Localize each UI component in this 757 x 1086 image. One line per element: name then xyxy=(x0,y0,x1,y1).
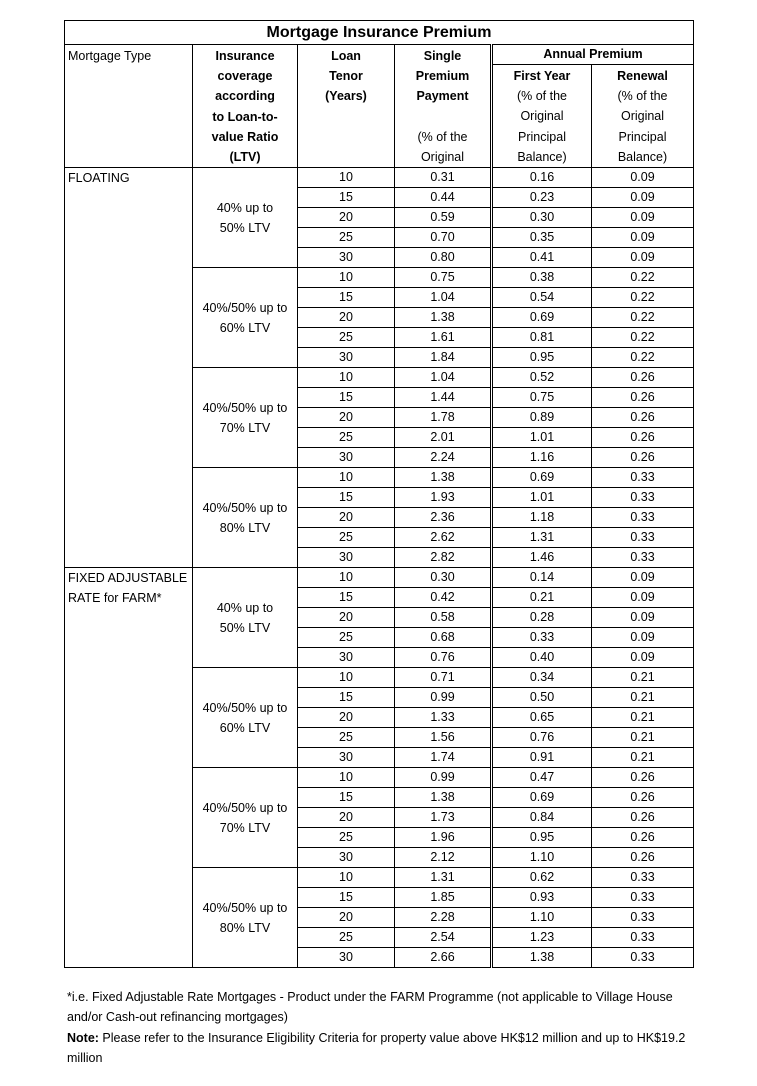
header-annual-premium: Annual Premium xyxy=(492,45,694,65)
single-premium-cell: 0.70 xyxy=(395,228,492,248)
tenor-cell: 10 xyxy=(298,168,395,188)
first-year-cell: 1.18 xyxy=(492,508,592,528)
h-coverage-line: to Loan-to- xyxy=(212,109,278,124)
tenor-cell: 25 xyxy=(298,228,395,248)
ltv-band-label: 40%/50% up to xyxy=(202,300,288,315)
h-coverage-line: (LTV) xyxy=(229,150,261,165)
tenor-cell: 15 xyxy=(298,888,395,908)
note-eligibility xyxy=(67,1028,707,1069)
single-premium-cell: 0.99 xyxy=(395,768,492,788)
note-text: Please refer to the Insurance Eligibility Criteria for property value above HK$12 million and up to HK$19.2 million xyxy=(67,1030,686,1065)
tenor-cell: 30 xyxy=(298,348,395,368)
tenor-cell: 15 xyxy=(298,788,395,808)
renewal-cell: 0.33 xyxy=(592,868,694,888)
renewal-cell: 0.26 xyxy=(592,428,694,448)
h-tenor-line: Loan xyxy=(331,49,361,63)
h-tenor-line: (Years) xyxy=(325,89,367,104)
tenor-cell: 30 xyxy=(298,948,395,968)
ltv-band-label: 40%/50% up to xyxy=(202,400,288,415)
single-premium-cell: 2.28 xyxy=(395,908,492,928)
single-premium-cell: 0.31 xyxy=(395,168,492,188)
tenor-cell: 10 xyxy=(298,668,395,688)
h-renewal-line: (% of the xyxy=(617,89,668,104)
h-single-line: Single xyxy=(423,49,462,63)
renewal-cell: 0.33 xyxy=(592,468,694,488)
mortgage-type-label: FIXED ADJUSTABLE xyxy=(68,571,188,586)
renewal-cell: 0.21 xyxy=(592,728,694,748)
single-premium-cell: 0.80 xyxy=(395,248,492,268)
renewal-cell: 0.09 xyxy=(592,588,694,608)
ltv-band-cell xyxy=(193,268,298,368)
renewal-cell: 0.26 xyxy=(592,408,694,428)
first-year-cell: 0.35 xyxy=(492,228,592,248)
premium-table xyxy=(64,20,694,968)
table-row xyxy=(65,568,694,588)
tenor-cell: 25 xyxy=(298,528,395,548)
renewal-cell: 0.22 xyxy=(592,268,694,288)
h-coverage-line: coverage xyxy=(217,69,273,84)
header-renewal xyxy=(592,65,694,168)
renewal-cell: 0.33 xyxy=(592,528,694,548)
first-year-cell: 0.84 xyxy=(492,808,592,828)
renewal-cell: 0.22 xyxy=(592,308,694,328)
single-premium-cell: 1.78 xyxy=(395,408,492,428)
first-year-cell: 0.69 xyxy=(492,468,592,488)
first-year-cell: 0.47 xyxy=(492,768,592,788)
renewal-cell: 0.09 xyxy=(592,608,694,628)
single-premium-cell: 0.44 xyxy=(395,188,492,208)
single-premium-cell: 2.62 xyxy=(395,528,492,548)
tenor-cell: 10 xyxy=(298,468,395,488)
first-year-cell: 0.34 xyxy=(492,668,592,688)
h-first-line: (% of the xyxy=(516,89,568,104)
first-year-cell: 0.21 xyxy=(492,588,592,608)
tenor-cell: 20 xyxy=(298,908,395,928)
premium-table-container xyxy=(64,20,693,968)
renewal-cell: 0.26 xyxy=(592,368,694,388)
first-year-cell: 0.81 xyxy=(492,328,592,348)
renewal-cell: 0.22 xyxy=(592,328,694,348)
tenor-cell: 25 xyxy=(298,428,395,448)
single-premium-cell: 1.85 xyxy=(395,888,492,908)
renewal-cell: 0.33 xyxy=(592,548,694,568)
first-year-cell: 0.69 xyxy=(492,788,592,808)
first-year-cell: 1.01 xyxy=(492,428,592,448)
notes-section xyxy=(67,987,707,1068)
tenor-cell: 30 xyxy=(298,648,395,668)
ltv-band-label: 40%/50% up to xyxy=(202,800,288,815)
tenor-cell: 10 xyxy=(298,368,395,388)
first-year-cell: 0.69 xyxy=(492,308,592,328)
ltv-band-cell xyxy=(193,768,298,868)
first-year-cell: 1.23 xyxy=(492,928,592,948)
single-premium-cell: 0.76 xyxy=(395,648,492,668)
tenor-cell: 30 xyxy=(298,548,395,568)
first-year-cell: 0.75 xyxy=(492,388,592,408)
first-year-cell: 1.16 xyxy=(492,448,592,468)
h-coverage-line: Insurance xyxy=(215,49,275,63)
tenor-cell: 20 xyxy=(298,508,395,528)
tenor-cell: 15 xyxy=(298,388,395,408)
mortgage-type-cell xyxy=(65,568,193,968)
single-premium-cell: 2.01 xyxy=(395,428,492,448)
single-premium-cell: 1.04 xyxy=(395,288,492,308)
tenor-cell: 15 xyxy=(298,188,395,208)
header-first-year xyxy=(492,65,592,168)
renewal-cell: 0.22 xyxy=(592,348,694,368)
single-premium-cell: 1.84 xyxy=(395,348,492,368)
ltv-band-label: 60% LTV xyxy=(219,320,271,335)
first-year-cell: 0.16 xyxy=(492,168,592,188)
tenor-cell: 25 xyxy=(298,828,395,848)
single-premium-cell: 2.82 xyxy=(395,548,492,568)
renewal-cell: 0.22 xyxy=(592,288,694,308)
ltv-band-label: 40% up to xyxy=(216,600,274,615)
first-year-cell: 0.95 xyxy=(492,348,592,368)
renewal-cell: 0.26 xyxy=(592,388,694,408)
tenor-cell: 15 xyxy=(298,288,395,308)
renewal-cell: 0.26 xyxy=(592,788,694,808)
mortgage-type-label: RATE for FARM* xyxy=(68,591,162,606)
tenor-cell: 10 xyxy=(298,768,395,788)
single-premium-cell: 0.58 xyxy=(395,608,492,628)
single-premium-cell: 2.24 xyxy=(395,448,492,468)
table-row xyxy=(65,168,694,188)
h-renewal-line: Balance) xyxy=(617,149,668,164)
tenor-cell: 30 xyxy=(298,248,395,268)
ltv-band-cell xyxy=(193,368,298,468)
tenor-cell: 25 xyxy=(298,728,395,748)
ltv-band-label: 40%/50% up to xyxy=(202,500,288,515)
first-year-cell: 0.76 xyxy=(492,728,592,748)
first-year-cell: 0.89 xyxy=(492,408,592,428)
first-year-cell: 0.95 xyxy=(492,828,592,848)
renewal-cell: 0.26 xyxy=(592,768,694,788)
ltv-band-label: 70% LTV xyxy=(219,420,271,435)
first-year-cell: 0.30 xyxy=(492,208,592,228)
tenor-cell: 20 xyxy=(298,708,395,728)
h-single-line: Original xyxy=(420,150,465,165)
ltv-band-cell xyxy=(193,868,298,968)
renewal-cell: 0.09 xyxy=(592,188,694,208)
note-label: Note: xyxy=(67,1030,99,1045)
h-tenor-line: Tenor xyxy=(329,69,363,84)
first-year-cell: 0.33 xyxy=(492,628,592,648)
single-premium-cell: 1.74 xyxy=(395,748,492,768)
tenor-cell: 20 xyxy=(298,408,395,428)
first-year-cell: 0.65 xyxy=(492,708,592,728)
tenor-cell: 15 xyxy=(298,488,395,508)
single-premium-cell: 0.71 xyxy=(395,668,492,688)
tenor-cell: 25 xyxy=(298,628,395,648)
renewal-cell: 0.26 xyxy=(592,808,694,828)
renewal-cell: 0.33 xyxy=(592,948,694,968)
h-renewal-line: Original xyxy=(620,109,665,124)
renewal-cell: 0.09 xyxy=(592,628,694,648)
premium-table-body xyxy=(65,168,694,968)
single-premium-cell: 1.44 xyxy=(395,388,492,408)
single-premium-cell: 1.33 xyxy=(395,708,492,728)
first-year-cell: 1.31 xyxy=(492,528,592,548)
tenor-cell: 20 xyxy=(298,608,395,628)
mortgage-type-label: FLOATING xyxy=(68,171,130,186)
first-year-cell: 0.50 xyxy=(492,688,592,708)
mortgage-type-cell xyxy=(65,168,193,568)
first-year-cell: 0.28 xyxy=(492,608,592,628)
single-premium-cell: 1.96 xyxy=(395,828,492,848)
single-premium-cell: 0.68 xyxy=(395,628,492,648)
ltv-band-cell xyxy=(193,568,298,668)
tenor-cell: 20 xyxy=(298,308,395,328)
ltv-band-label: 70% LTV xyxy=(219,820,271,835)
h-coverage-line: according xyxy=(215,89,275,104)
footnote-farm: *i.e. Fixed Adjustable Rate Mortgages - Product under the FARM Programme (not applicable to Village House and/or Cash-out refinancing mortgages) xyxy=(67,990,673,1025)
ltv-band-label: 40%/50% up to xyxy=(202,900,288,915)
single-premium-cell: 1.38 xyxy=(395,468,492,488)
h-coverage-line: value Ratio xyxy=(211,129,279,144)
single-premium-cell: 1.93 xyxy=(395,488,492,508)
h-first-line: Original xyxy=(520,109,564,124)
tenor-cell: 20 xyxy=(298,808,395,828)
single-premium-cell: 0.30 xyxy=(395,568,492,588)
tenor-cell: 25 xyxy=(298,328,395,348)
ltv-band-label: 40%/50% up to xyxy=(202,700,288,715)
tenor-cell: 20 xyxy=(298,208,395,228)
renewal-cell: 0.09 xyxy=(592,208,694,228)
ltv-band-label: 80% LTV xyxy=(219,920,271,935)
single-premium-cell: 0.99 xyxy=(395,688,492,708)
header-mortgage-type: Mortgage Type xyxy=(65,45,193,168)
renewal-cell: 0.33 xyxy=(592,888,694,908)
table-title: Mortgage Insurance Premium xyxy=(65,21,694,45)
first-year-cell: 0.93 xyxy=(492,888,592,908)
renewal-cell: 0.09 xyxy=(592,648,694,668)
tenor-cell: 15 xyxy=(298,688,395,708)
renewal-cell: 0.09 xyxy=(592,228,694,248)
first-year-cell: 0.54 xyxy=(492,288,592,308)
renewal-cell: 0.21 xyxy=(592,748,694,768)
single-premium-cell: 2.54 xyxy=(395,928,492,948)
header-tenor xyxy=(298,45,395,168)
ltv-band-cell xyxy=(193,668,298,768)
tenor-cell: 30 xyxy=(298,748,395,768)
renewal-cell: 0.33 xyxy=(592,508,694,528)
renewal-cell: 0.33 xyxy=(592,928,694,948)
single-premium-cell: 1.61 xyxy=(395,328,492,348)
renewal-cell: 0.26 xyxy=(592,848,694,868)
renewal-cell: 0.09 xyxy=(592,568,694,588)
ltv-band-label: 50% LTV xyxy=(219,220,271,235)
single-premium-cell: 0.42 xyxy=(395,588,492,608)
single-premium-cell: 1.31 xyxy=(395,868,492,888)
h-single-line: Premium xyxy=(415,69,470,84)
header-coverage xyxy=(193,45,298,168)
first-year-cell: 1.10 xyxy=(492,848,592,868)
tenor-cell: 10 xyxy=(298,568,395,588)
h-first-line: Principal xyxy=(518,129,566,144)
renewal-cell: 0.26 xyxy=(592,828,694,848)
first-year-cell: 1.46 xyxy=(492,548,592,568)
first-year-cell: 0.91 xyxy=(492,748,592,768)
single-premium-cell: 1.73 xyxy=(395,808,492,828)
renewal-cell: 0.09 xyxy=(592,168,694,188)
ltv-band-label: 80% LTV xyxy=(219,520,271,535)
tenor-cell: 15 xyxy=(298,588,395,608)
single-premium-cell: 2.36 xyxy=(395,508,492,528)
first-year-cell: 1.01 xyxy=(492,488,592,508)
header-single-premium xyxy=(395,45,492,168)
tenor-cell: 30 xyxy=(298,848,395,868)
h-first-line: Balance) xyxy=(517,149,567,164)
h-first-line: First Year xyxy=(513,69,571,84)
single-premium-cell: 1.56 xyxy=(395,728,492,748)
single-premium-cell: 2.66 xyxy=(395,948,492,968)
first-year-cell: 0.52 xyxy=(492,368,592,388)
first-year-cell: 1.38 xyxy=(492,948,592,968)
tenor-cell: 25 xyxy=(298,928,395,948)
tenor-cell: 10 xyxy=(298,268,395,288)
h-single-line: (% of the xyxy=(417,129,468,144)
first-year-cell: 0.14 xyxy=(492,568,592,588)
first-year-cell: 1.10 xyxy=(492,908,592,928)
tenor-cell: 30 xyxy=(298,448,395,468)
first-year-cell: 0.62 xyxy=(492,868,592,888)
ltv-band-cell xyxy=(193,468,298,568)
first-year-cell: 0.38 xyxy=(492,268,592,288)
h-renewal-line: Renewal xyxy=(617,69,668,84)
ltv-band-label: 40% up to xyxy=(216,200,274,215)
h-renewal-line: Principal xyxy=(618,129,667,144)
first-year-cell: 0.23 xyxy=(492,188,592,208)
first-year-cell: 0.41 xyxy=(492,248,592,268)
renewal-cell: 0.09 xyxy=(592,248,694,268)
tenor-cell: 10 xyxy=(298,868,395,888)
renewal-cell: 0.21 xyxy=(592,708,694,728)
single-premium-cell: 0.59 xyxy=(395,208,492,228)
renewal-cell: 0.33 xyxy=(592,488,694,508)
single-premium-cell: 1.04 xyxy=(395,368,492,388)
h-single-line xyxy=(395,107,490,127)
single-premium-cell: 0.75 xyxy=(395,268,492,288)
renewal-cell: 0.33 xyxy=(592,908,694,928)
ltv-band-cell xyxy=(193,168,298,268)
renewal-cell: 0.21 xyxy=(592,688,694,708)
single-premium-cell: 1.38 xyxy=(395,308,492,328)
ltv-band-label: 50% LTV xyxy=(219,620,271,635)
single-premium-cell: 1.38 xyxy=(395,788,492,808)
renewal-cell: 0.21 xyxy=(592,668,694,688)
single-premium-cell: 2.12 xyxy=(395,848,492,868)
renewal-cell: 0.26 xyxy=(592,448,694,468)
first-year-cell: 0.40 xyxy=(492,648,592,668)
ltv-band-label: 60% LTV xyxy=(219,720,271,735)
h-single-line: Payment xyxy=(416,89,469,104)
